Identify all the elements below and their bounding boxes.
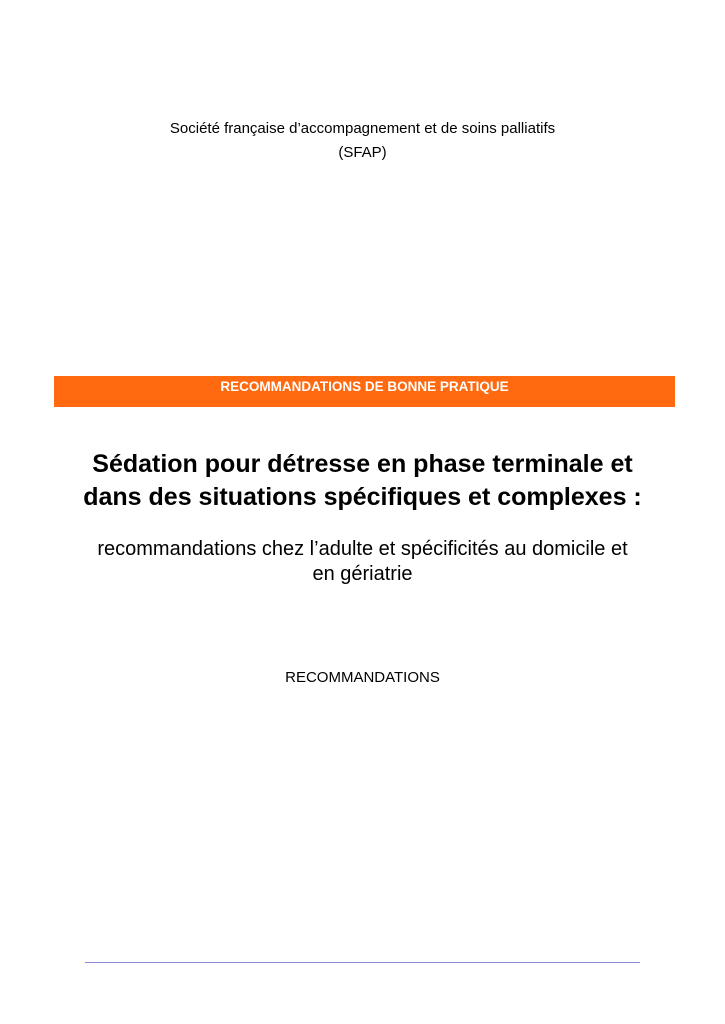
title-line-2: dans des situations spécifiques et complexes : (83, 483, 642, 511)
recommendation-banner (54, 376, 675, 407)
footer-divider (85, 962, 640, 963)
section-label: RECOMMANDATIONS (285, 669, 440, 686)
organization-acronym: (SFAP) (338, 144, 387, 161)
document-subtitle (30, 537, 695, 587)
document-title (30, 448, 695, 514)
subtitle-line-1: recommandations chez l’adulte et spécificités au domicile et (97, 538, 628, 560)
banner-label: RECOMMANDATIONS DE BONNE PRATIQUE (220, 379, 509, 394)
organization-header (0, 117, 725, 165)
subtitle-line-2: en gériatrie (312, 563, 413, 585)
organization-name: Société française d’accompagnement et de soins palliatifs (169, 120, 556, 137)
title-line-1: Sédation pour détresse en phase terminale et (92, 450, 633, 478)
